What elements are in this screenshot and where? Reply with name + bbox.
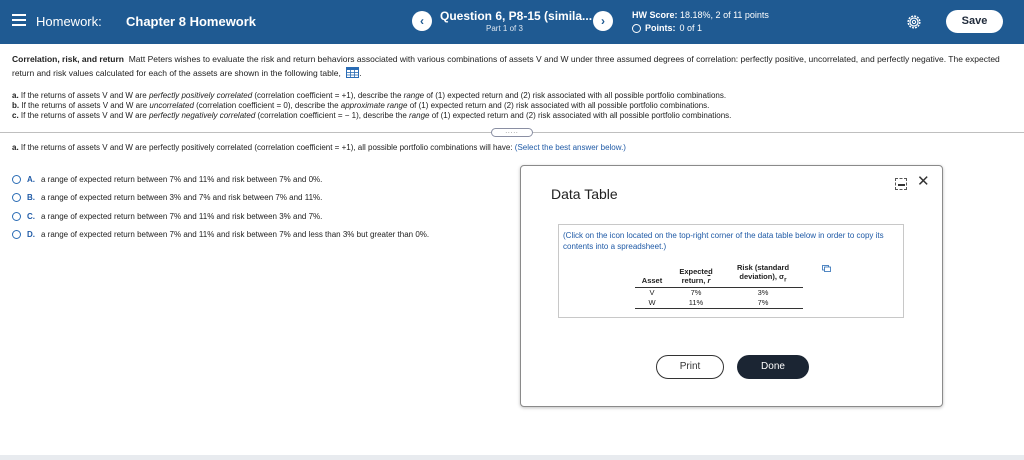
points-label: Points: [645,23,676,33]
col-asset: Asset [641,275,663,285]
expand-more-button[interactable]: ..... [491,128,533,137]
hw-score-label: HW Score: [632,10,678,20]
data-table-icon[interactable] [346,67,362,78]
question-letter: a. [12,143,19,152]
part-text: of (1) expected return and (2) risk associated with all possible portfolio combinations. [426,91,727,100]
question-part: Part 1 of 3 [486,24,523,33]
col-return-line2: return, [681,275,706,285]
answer-option-d[interactable] [12,226,429,245]
menu-icon[interactable] [12,14,26,26]
save-button[interactable]: Save [946,10,1003,33]
data-table [635,263,803,309]
data-table-dialog [520,165,943,407]
part-text: If the returns of assets V and W are [21,101,148,110]
problem-part-a [12,91,1012,101]
part-emphasis: perfectly positively correlated [148,91,253,100]
option-letter: D. [27,230,35,240]
print-button[interactable]: Print [656,355,724,379]
table-row [635,287,803,298]
points-value: 0 of 1 [679,23,703,33]
copy-to-spreadsheet-icon[interactable] [822,265,831,272]
part-emphasis: perfectly negatively correlated [148,111,256,120]
question-text: If the returns of assets V and W are perfectly positively correlated (correlation coefficient = +1), all possible portfolio combinations will have: [20,143,513,152]
question-hint: (Select the best answer below.) [514,143,626,152]
cell-risk: 3% [757,287,769,297]
problem-intro-end: . [359,68,362,78]
option-text: a range of expected return between 7% and 11% and risk between 7% and less than 3% but greater than 0%. [41,230,430,240]
part-emphasis: approximate range [340,101,408,110]
part-text: (correlation coefficient = − 1), describe the [257,111,407,120]
col-return-symbol: $\overline{r}$ [707,275,711,285]
cell-asset: V [649,287,655,297]
part-text: of (1) expected return and (2) risk associated with all possible portfolio combinations. [409,101,710,110]
answer-option-a[interactable] [12,170,429,189]
part-text: If the returns of assets V and W are [20,111,147,120]
col-risk-line1: Risk (standard [736,263,790,272]
radio-button[interactable] [12,193,21,202]
answer-option-b[interactable] [12,189,429,208]
option-text: a range of expected return between 7% and 11% and risk between 3% and 7%. [41,211,323,221]
table-header-row [635,263,803,287]
option-letter: B. [27,193,35,203]
question-prompt [12,143,626,152]
points-circle-icon [632,24,641,33]
done-button[interactable]: Done [737,355,809,379]
problem-title: Correlation, risk, and return [12,54,124,64]
problem-intro-text: Matt Peters wishes to evaluate the risk and return behaviors associated with various combinations of assets V and W under three assumed degrees of correlation: perfectly positive, uncorrelated, and perfectly negative. The expected return and risk values calculated for each of the assets are shown in the following table, [12,54,1000,78]
copy-instructions: (Click on the icon located on the top-right corner of the data table below in order to copy its contents into a spreadsheet.) [563,231,884,251]
col-risk-line2: deviation), σ [739,272,785,281]
option-letter: C. [27,211,35,221]
col-expected-return [669,263,723,287]
settings-gear-icon[interactable] [905,13,923,31]
homework-title[interactable]: Chapter 8 Homework [126,14,257,29]
next-question-button[interactable]: › [593,11,613,31]
part-letter: c. [12,111,19,120]
option-letter: A. [27,174,35,184]
close-icon[interactable]: ✕ [917,173,930,190]
option-text: a range of expected return between 7% and 11% and risk between 7% and 0%. [41,174,323,184]
problem-intro [12,52,1012,80]
problem-part-c [12,111,1012,121]
problem-parts [12,91,1012,121]
part-text: (correlation coefficient = +1), describe the [254,91,402,100]
question-title[interactable]: Question 6, P8-15 (simila... [440,9,593,23]
bottom-border [0,455,1024,460]
previous-question-button[interactable]: ‹ [412,11,432,31]
answer-options [12,170,429,244]
data-table-panel [558,224,904,318]
hw-score-value: 18.18%, 2 of 11 points [680,10,769,20]
minimize-icon[interactable] [895,178,907,190]
cell-return: 7% [690,287,702,297]
part-emphasis: range [409,111,430,120]
points [632,23,702,33]
part-text: (correlation coefficient = 0), describe the [196,101,339,110]
hw-score [632,10,769,20]
cell-asset: W [648,297,656,307]
col-risk-subscript: r [784,276,787,284]
dialog-title: Data Table [551,186,618,202]
col-risk [723,263,803,287]
problem-part-b [12,101,1012,111]
part-emphasis: range [403,91,425,100]
radio-button[interactable] [12,230,21,239]
part-text: of (1) expected return and (2) risk associated with all possible portfolio combinations. [431,111,732,120]
cell-return: 11% [688,297,704,307]
cell-risk: 7% [757,297,769,307]
option-text: a range of expected return between 3% and 7% and risk between 7% and 11%. [41,193,323,203]
table-row [635,298,803,309]
part-emphasis: uncorrelated [149,101,194,110]
top-bar [0,0,1024,44]
answer-option-c[interactable] [12,207,429,226]
part-text: If the returns of assets V and W are [20,91,147,100]
part-letter: b. [12,101,20,110]
col-return-line1: Expected [679,266,713,276]
radio-button[interactable] [12,175,21,184]
part-letter: a. [12,91,19,100]
radio-button[interactable] [12,212,21,221]
homework-prefix: Homework: [36,14,102,29]
